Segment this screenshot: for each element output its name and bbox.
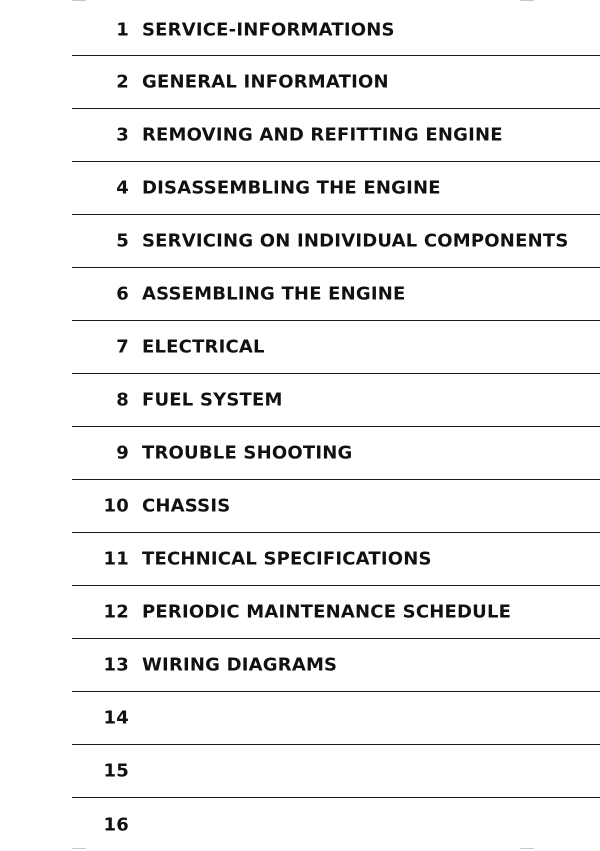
toc-entry-number: 6 <box>116 283 129 305</box>
toc-entry-13[interactable] <box>72 639 600 692</box>
toc-entry-number: 5 <box>116 230 129 252</box>
toc-entry-title: TECHNICAL SPECIFICATIONS <box>142 548 432 570</box>
toc-entry-10[interactable] <box>72 480 600 533</box>
toc-entry-7[interactable] <box>72 321 600 374</box>
toc-entry-number: 15 <box>103 760 129 782</box>
toc-entry-number: 13 <box>103 654 129 676</box>
toc-entry-number: 16 <box>103 814 129 835</box>
toc-entry-number: 3 <box>116 124 129 146</box>
toc-entry-title: SERVICING ON INDIVIDUAL COMPONENTS <box>142 230 569 252</box>
toc-entry-3[interactable] <box>72 109 600 162</box>
toc-entry-15[interactable] <box>72 745 600 798</box>
crop-mark-top-left <box>72 0 86 1</box>
toc-entry-number: 4 <box>116 177 129 199</box>
toc-entry-number: 9 <box>116 442 129 464</box>
toc-entry-number: 12 <box>103 601 129 623</box>
toc-entry-1[interactable] <box>72 4 600 56</box>
toc-entry-8[interactable] <box>72 374 600 427</box>
toc-entry-number: 11 <box>103 548 129 570</box>
toc-entry-title: ASSEMBLING THE ENGINE <box>142 283 406 305</box>
toc-entry-title: CHASSIS <box>142 495 231 517</box>
toc-entry-16[interactable] <box>72 798 600 851</box>
toc-entry-11[interactable] <box>72 533 600 586</box>
toc-entry-9[interactable] <box>72 427 600 480</box>
toc-entry-title: FUEL SYSTEM <box>142 389 283 411</box>
toc-entry-title: ELECTRICAL <box>142 336 265 358</box>
toc-entry-number: 7 <box>116 336 129 358</box>
toc-entry-title: REMOVING AND REFITTING ENGINE <box>142 124 503 146</box>
toc-entry-title: SERVICE-INFORMATIONS <box>142 19 395 40</box>
toc-entry-number: 10 <box>103 495 129 517</box>
toc-entry-6[interactable] <box>72 268 600 321</box>
toc-entry-5[interactable] <box>72 215 600 268</box>
toc-entry-title: DISASSEMBLING THE ENGINE <box>142 177 441 199</box>
toc-entry-number: 8 <box>116 389 129 411</box>
toc-entry-4[interactable] <box>72 162 600 215</box>
toc-entry-title: GENERAL INFORMATION <box>142 71 389 93</box>
toc-entry-2[interactable] <box>72 56 600 109</box>
toc-entry-14[interactable] <box>72 692 600 745</box>
toc-entry-number: 1 <box>116 19 129 40</box>
toc-entry-title: TROUBLE SHOOTING <box>142 442 353 464</box>
toc-entry-title: WIRING DIAGRAMS <box>142 654 338 676</box>
crop-mark-top-right <box>520 0 534 1</box>
table-of-contents <box>72 4 600 851</box>
toc-entry-number: 2 <box>116 71 129 93</box>
toc-entry-number: 14 <box>103 707 129 729</box>
toc-entry-title: PERIODIC MAINTENANCE SCHEDULE <box>142 601 512 623</box>
toc-entry-12[interactable] <box>72 586 600 639</box>
